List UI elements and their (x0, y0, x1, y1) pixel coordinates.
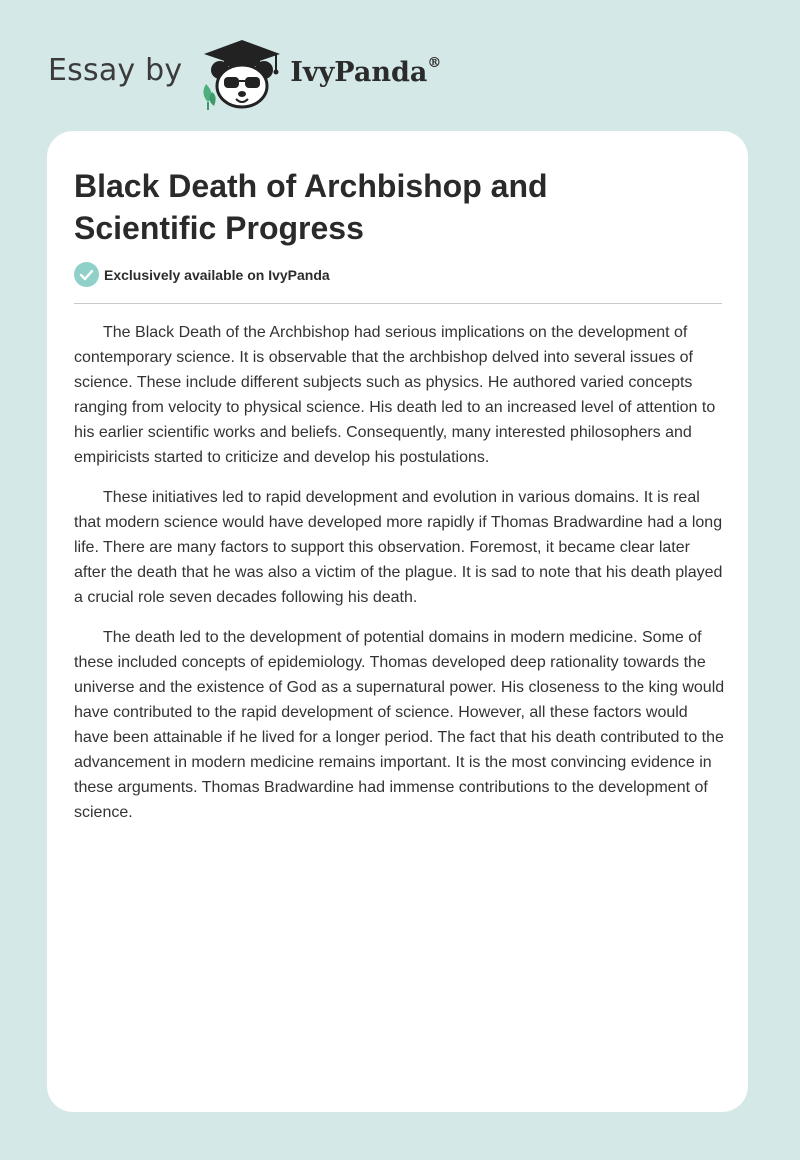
exclusive-badge (74, 262, 330, 287)
badge-label: Exclusively available on IvyPanda (104, 266, 330, 283)
article-body (74, 320, 726, 840)
paragraph: The Black Death of the Archbishop had serious implications on the development of contemporary science. It is observable that the archbishop delved into several issues of science. These include different subjects such as physics. He authored varied concepts ranging from velocity to physical science. His death led to an increased level of attention to his earlier scientific works and beliefs. Consequently, many interested philosophers and empiricists started to criticize and develop his postulations. (74, 324, 716, 466)
paragraph: The death led to the development of potential domains in modern medicine. Some of these included concepts of epidemiology. Thomas developed deep rationality towards the universe and the existence of God as a supernatural power. His closeness to the king would have contributed to the rapid development of science. However, all these factors would have been attainable if he lived for a longer period. The fact that his death contributed to the advancement in modern medicine remains important. It is the most convincing evidence in these arguments. Thomas Bradwardine had immense contributions to the development of science. (74, 629, 725, 821)
check-circle-icon (74, 262, 99, 287)
page-title: Black Death of Archbishop and Scientific Progress (74, 168, 548, 246)
panda-graduate-icon (196, 36, 288, 112)
article-card (47, 131, 748, 1112)
divider (74, 303, 722, 304)
site-header (48, 36, 441, 112)
paragraph: These initiatives led to rapid development and evolution in various domains. It is real that modern science would have developed more rapidly if Thomas Bradwardine had a long life. There are many factors to support this observation. Foremost, it became clear later after the death that he was also a victim of the plague. It is sad to note that his death played a crucial role seven decades following his death. (74, 489, 723, 606)
essay-by-label: Essay by (48, 52, 183, 88)
brand-name[interactable]: IvyPanda® (290, 54, 442, 88)
